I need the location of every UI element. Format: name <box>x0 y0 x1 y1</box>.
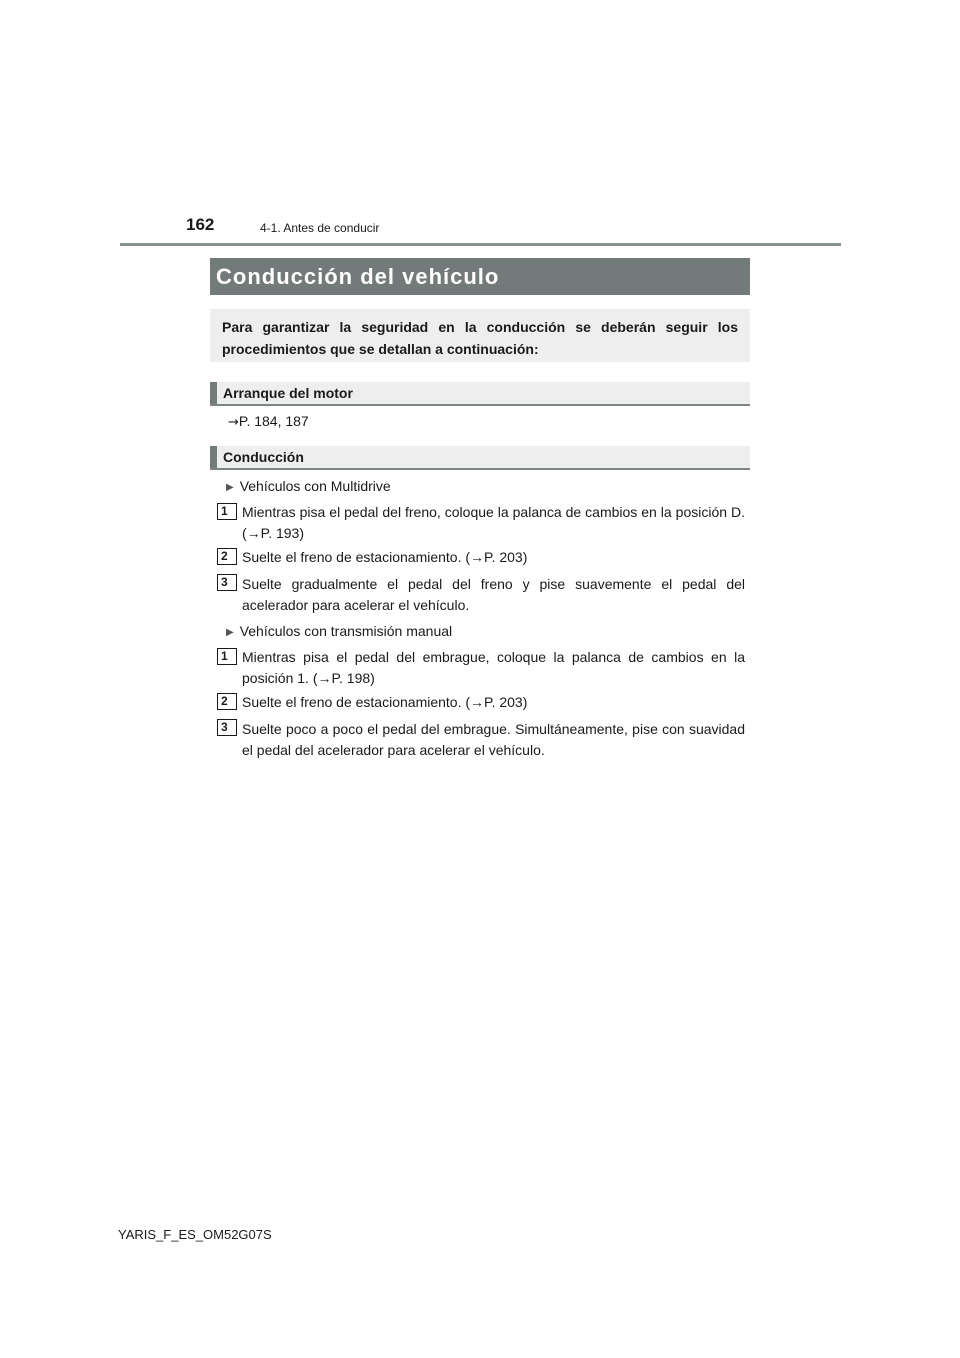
step-number: 1 <box>217 503 237 520</box>
subheading-arranque <box>210 382 750 406</box>
step-number: 3 <box>217 574 237 591</box>
step-text: Suelte el freno de estacionamiento. (→P. 203) <box>242 694 528 710</box>
step-number: 2 <box>217 693 237 710</box>
step-text: Mientras pisa el pedal del freno, coloque la palanca de cambios en la posición D. (→P. 193) <box>242 504 745 541</box>
triangle-bullet-icon: ▶ <box>226 482 234 493</box>
document-code: YARIS_F_ES_OM52G07S <box>118 1227 272 1242</box>
subheading-label: Arranque del motor <box>223 385 353 401</box>
step-text: Suelte poco a poco el pedal del embrague. Simultáneamente, pise con suavidad el pedal del acelerador para acelerar el vehículo. <box>242 721 745 758</box>
triangle-bullet-icon: ▶ <box>226 627 234 638</box>
subheading-bar <box>210 446 217 468</box>
variant-manual <box>226 623 452 639</box>
subheading-bar <box>210 382 217 404</box>
step-number: 3 <box>217 719 237 736</box>
variant-label: Vehículos con transmisión manual <box>239 623 453 639</box>
intro-box: Para garantizar la seguridad en la conducción se deberán seguir los procedimientos que se detallan a continuación: <box>210 309 750 362</box>
step-text: Suelte el freno de estacionamiento. (→P. 203) <box>242 549 528 565</box>
section-path: 4-1. Antes de conducir <box>260 221 380 235</box>
subheading-conduccion <box>210 446 750 470</box>
page-reference <box>228 413 309 430</box>
subheading-label: Conducción <box>223 449 304 465</box>
page-reference-text: P. 184, 187 <box>238 413 309 429</box>
variant-label: Vehículos con Multidrive <box>239 478 391 494</box>
step-text: Suelte gradualmente el pedal del freno y pise suavemente el pedal del acelerador para acelerar el vehículo. <box>242 576 745 613</box>
step-number: 1 <box>217 648 237 665</box>
variant-multidrive <box>226 478 391 494</box>
step-number: 2 <box>217 548 237 565</box>
arrow-right-icon: → <box>228 415 239 430</box>
page-number: 162 <box>186 215 215 234</box>
step-text: Mientras pisa el pedal del embrague, coloque la palanca de cambios en la posición 1. (→P. 198) <box>242 649 745 686</box>
header-rule <box>120 243 841 246</box>
page-title: Conducción del vehículo <box>210 258 750 295</box>
